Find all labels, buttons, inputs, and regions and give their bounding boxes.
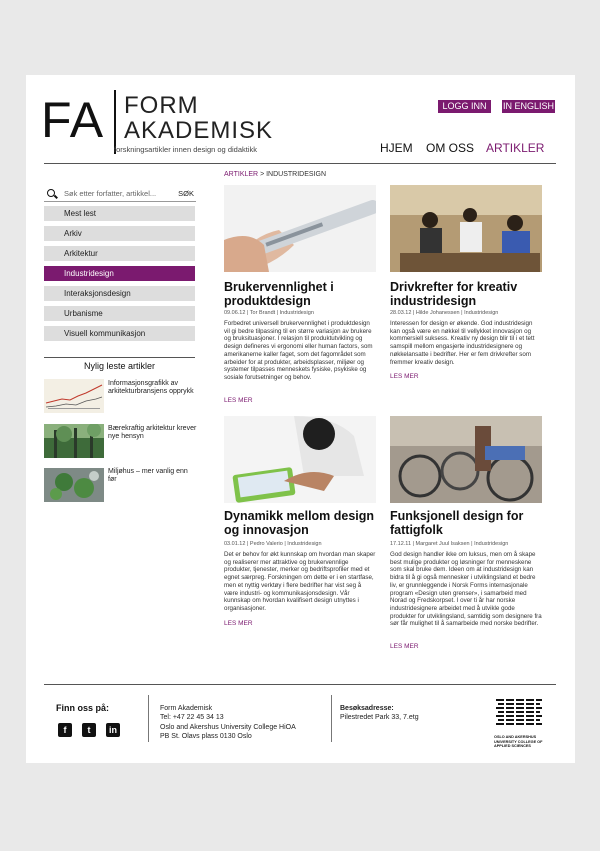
breadcrumb-separator: > [260, 171, 265, 178]
recent-thumbnail-eco-house[interactable] [44, 468, 104, 502]
breadcrumb-current: INDUSTRIDESIGN [266, 171, 327, 178]
hioa-logo[interactable] [494, 697, 544, 747]
logo-tagline: forskningsartikler innen design og didaktikk [114, 145, 257, 154]
twitter-icon[interactable]: t [82, 723, 96, 737]
article-excerpt: Forbedret universell brukervennlighet i produktdesign vil gi bedre tilpassing til en større variasjon av brukere og bruksituasjoner. I relasjon til produktutvikling og design defineres vi ergonomi eller human factors, som amerikanerne kaller faget, som det fagområdet som arbeider for at produkter, arbeidsplasser, miljøer og systemer tilpasses menneskets fysiske, psykiske og sosiale forutsetninger og behov. [224, 320, 373, 381]
read-more-link[interactable]: LES MER [224, 397, 253, 404]
sidebar-item-visual-communication[interactable]: Visuell kommunikasjon [44, 326, 195, 341]
recent-articles-heading: Nylig leste artikler [44, 357, 195, 371]
article-title[interactable]: Funksjonell design for fattigfolk [390, 509, 524, 537]
article-excerpt: God design handler ikke om luksus, men om å skape best mulige produkter og løsninger for menneskene som skal bruke dem. Ideen om at industridesign kan bidra til å gi også mennesker i utviklingsland et bedre liv, er grunnleggende i Norsk Forms internasjonale program «Design uten grenser», i samarbeid med Norad og Fredskorpset. I over ti år har norske industridesignere arbeidet med å utvikle gode produkter for utviklingsland, samtidig som designere fra sør får mulighet til å samarbeide med norske bedrifter. [390, 551, 542, 628]
header-divider [44, 163, 556, 164]
nav-articles[interactable]: ARTIKLER [486, 141, 545, 155]
article-excerpt: Det er behov for økt kunnskap om hvordan man skaper og realiserer mer attraktive og brukervennlige produkter, tjenester, merker og bedriftsprofiler med et egnet særpreg. Forskningen om dette er i en startfase, men et nyttig verktøy i flere bedrifter har vist seg å være industri- og kommunikasjonsdesign. Vår kunnskap om hvordan kvalifisert design utnyttes i organisasjoner. [224, 551, 376, 612]
recent-link[interactable]: Miljøhus – mer vanlig enn før [108, 468, 188, 483]
recent-thumbnail-sustainable[interactable] [44, 424, 104, 458]
login-button[interactable]: LOGG INN [438, 100, 491, 113]
article-image-workshop[interactable] [390, 185, 542, 272]
read-more-link[interactable]: LES MER [224, 620, 253, 627]
footer-college: Oslo and Akershus University College HiOA [160, 724, 296, 731]
article-image-pen[interactable] [224, 185, 376, 272]
article-meta: 28.03.12 | Hilde Johanessen | Industridesign [390, 310, 499, 316]
read-more-link[interactable]: LES MER [390, 373, 419, 380]
search-button[interactable]: SØK [178, 189, 194, 198]
recent-thumbnail-infographic[interactable] [44, 379, 104, 413]
search-bar[interactable] [44, 187, 196, 202]
article-title[interactable]: Brukervennlighet i produktdesign [224, 280, 334, 308]
breadcrumb [224, 171, 326, 178]
article-excerpt: Interessen for design er økende. God industridesign kan også være en nøkkel til vellykket innovasjon og kommersiell suksess. Kreativ ny design blir til i et tett samspill mellom engasjerte industridesignere og nøkkelansatte i bedrifter. Her er fem drivkrefter som fremmer kreativ design. [390, 320, 535, 366]
footer-phone[interactable]: Tel: +47 22 45 34 13 [160, 713, 224, 721]
sidebar-item-interaction-design[interactable]: Interaksjonsdesign [44, 286, 195, 301]
article-title[interactable]: Drivkrefter for kreativ industridesign [390, 280, 518, 308]
sidebar-item-urbanism[interactable]: Urbanisme [44, 306, 195, 321]
nav-home[interactable]: HJEM [380, 141, 413, 155]
footer-divider-vertical [331, 695, 332, 742]
sidebar-item-architecture[interactable]: Arkitektur [44, 246, 195, 261]
article-meta: 03.01.12 | Pedro Valerio | Industridesign [224, 541, 322, 547]
visit-address-label: Besøksadresse: [340, 705, 394, 712]
footer-divider [44, 684, 556, 685]
logo-fa[interactable]: FA [41, 92, 105, 148]
logo-akademisk[interactable]: AKADEMISK [124, 117, 274, 144]
search-input[interactable]: Søk etter forfatter, artikkel... [64, 189, 157, 198]
linkedin-icon[interactable]: in [106, 723, 120, 737]
nav-about[interactable]: OM OSS [426, 141, 475, 155]
recent-link[interactable]: Bærekraftig arkitektur krever nye hensyn [108, 425, 197, 440]
sidebar-item-most-read[interactable]: Mest lest [44, 206, 195, 221]
english-button[interactable]: IN ENGLISH [502, 101, 554, 111]
hioa-logo-text: OSLO AND AKERSHUS UNIVERSITY COLLEGE OF APPLIED SCIENCES [494, 735, 543, 748]
article-meta: 09.06.12 | Tor Brandt | Industridesign [224, 310, 314, 316]
logo-form[interactable]: FORM [124, 92, 199, 119]
recent-link[interactable]: Informasjonsgrafikk av arkitekturbransjens opprykk [108, 380, 194, 395]
visit-address: Pilestredet Park 33, 7.etg [340, 713, 419, 721]
page [26, 75, 575, 763]
footer-divider-vertical [148, 695, 149, 742]
sidebar-item-archive[interactable]: Arkiv [44, 226, 195, 241]
article-image-wheelchairs[interactable] [390, 416, 542, 503]
sidebar-item-industrial-design[interactable]: Industridesign [44, 266, 195, 281]
footer-org-name: Form Akademisk [160, 705, 213, 712]
facebook-icon[interactable]: f [58, 723, 72, 737]
footer-address: PB St. Olavs plass 0130 Oslo [160, 732, 252, 740]
search-icon[interactable] [47, 189, 55, 197]
article-meta: 17.12.11 | Margaret Juul Isaksen | Industridesign [390, 541, 509, 547]
find-us-label: Finn oss på: [56, 703, 110, 713]
read-more-link[interactable]: LES MER [390, 643, 419, 650]
footer-contact [160, 705, 335, 741]
article-image-tablet[interactable] [224, 416, 376, 503]
article-title[interactable]: Dynamikk mellom design og innovasjon [224, 509, 375, 537]
footer-visit [340, 705, 480, 722]
breadcrumb-articles[interactable]: ARTIKLER [224, 171, 259, 178]
